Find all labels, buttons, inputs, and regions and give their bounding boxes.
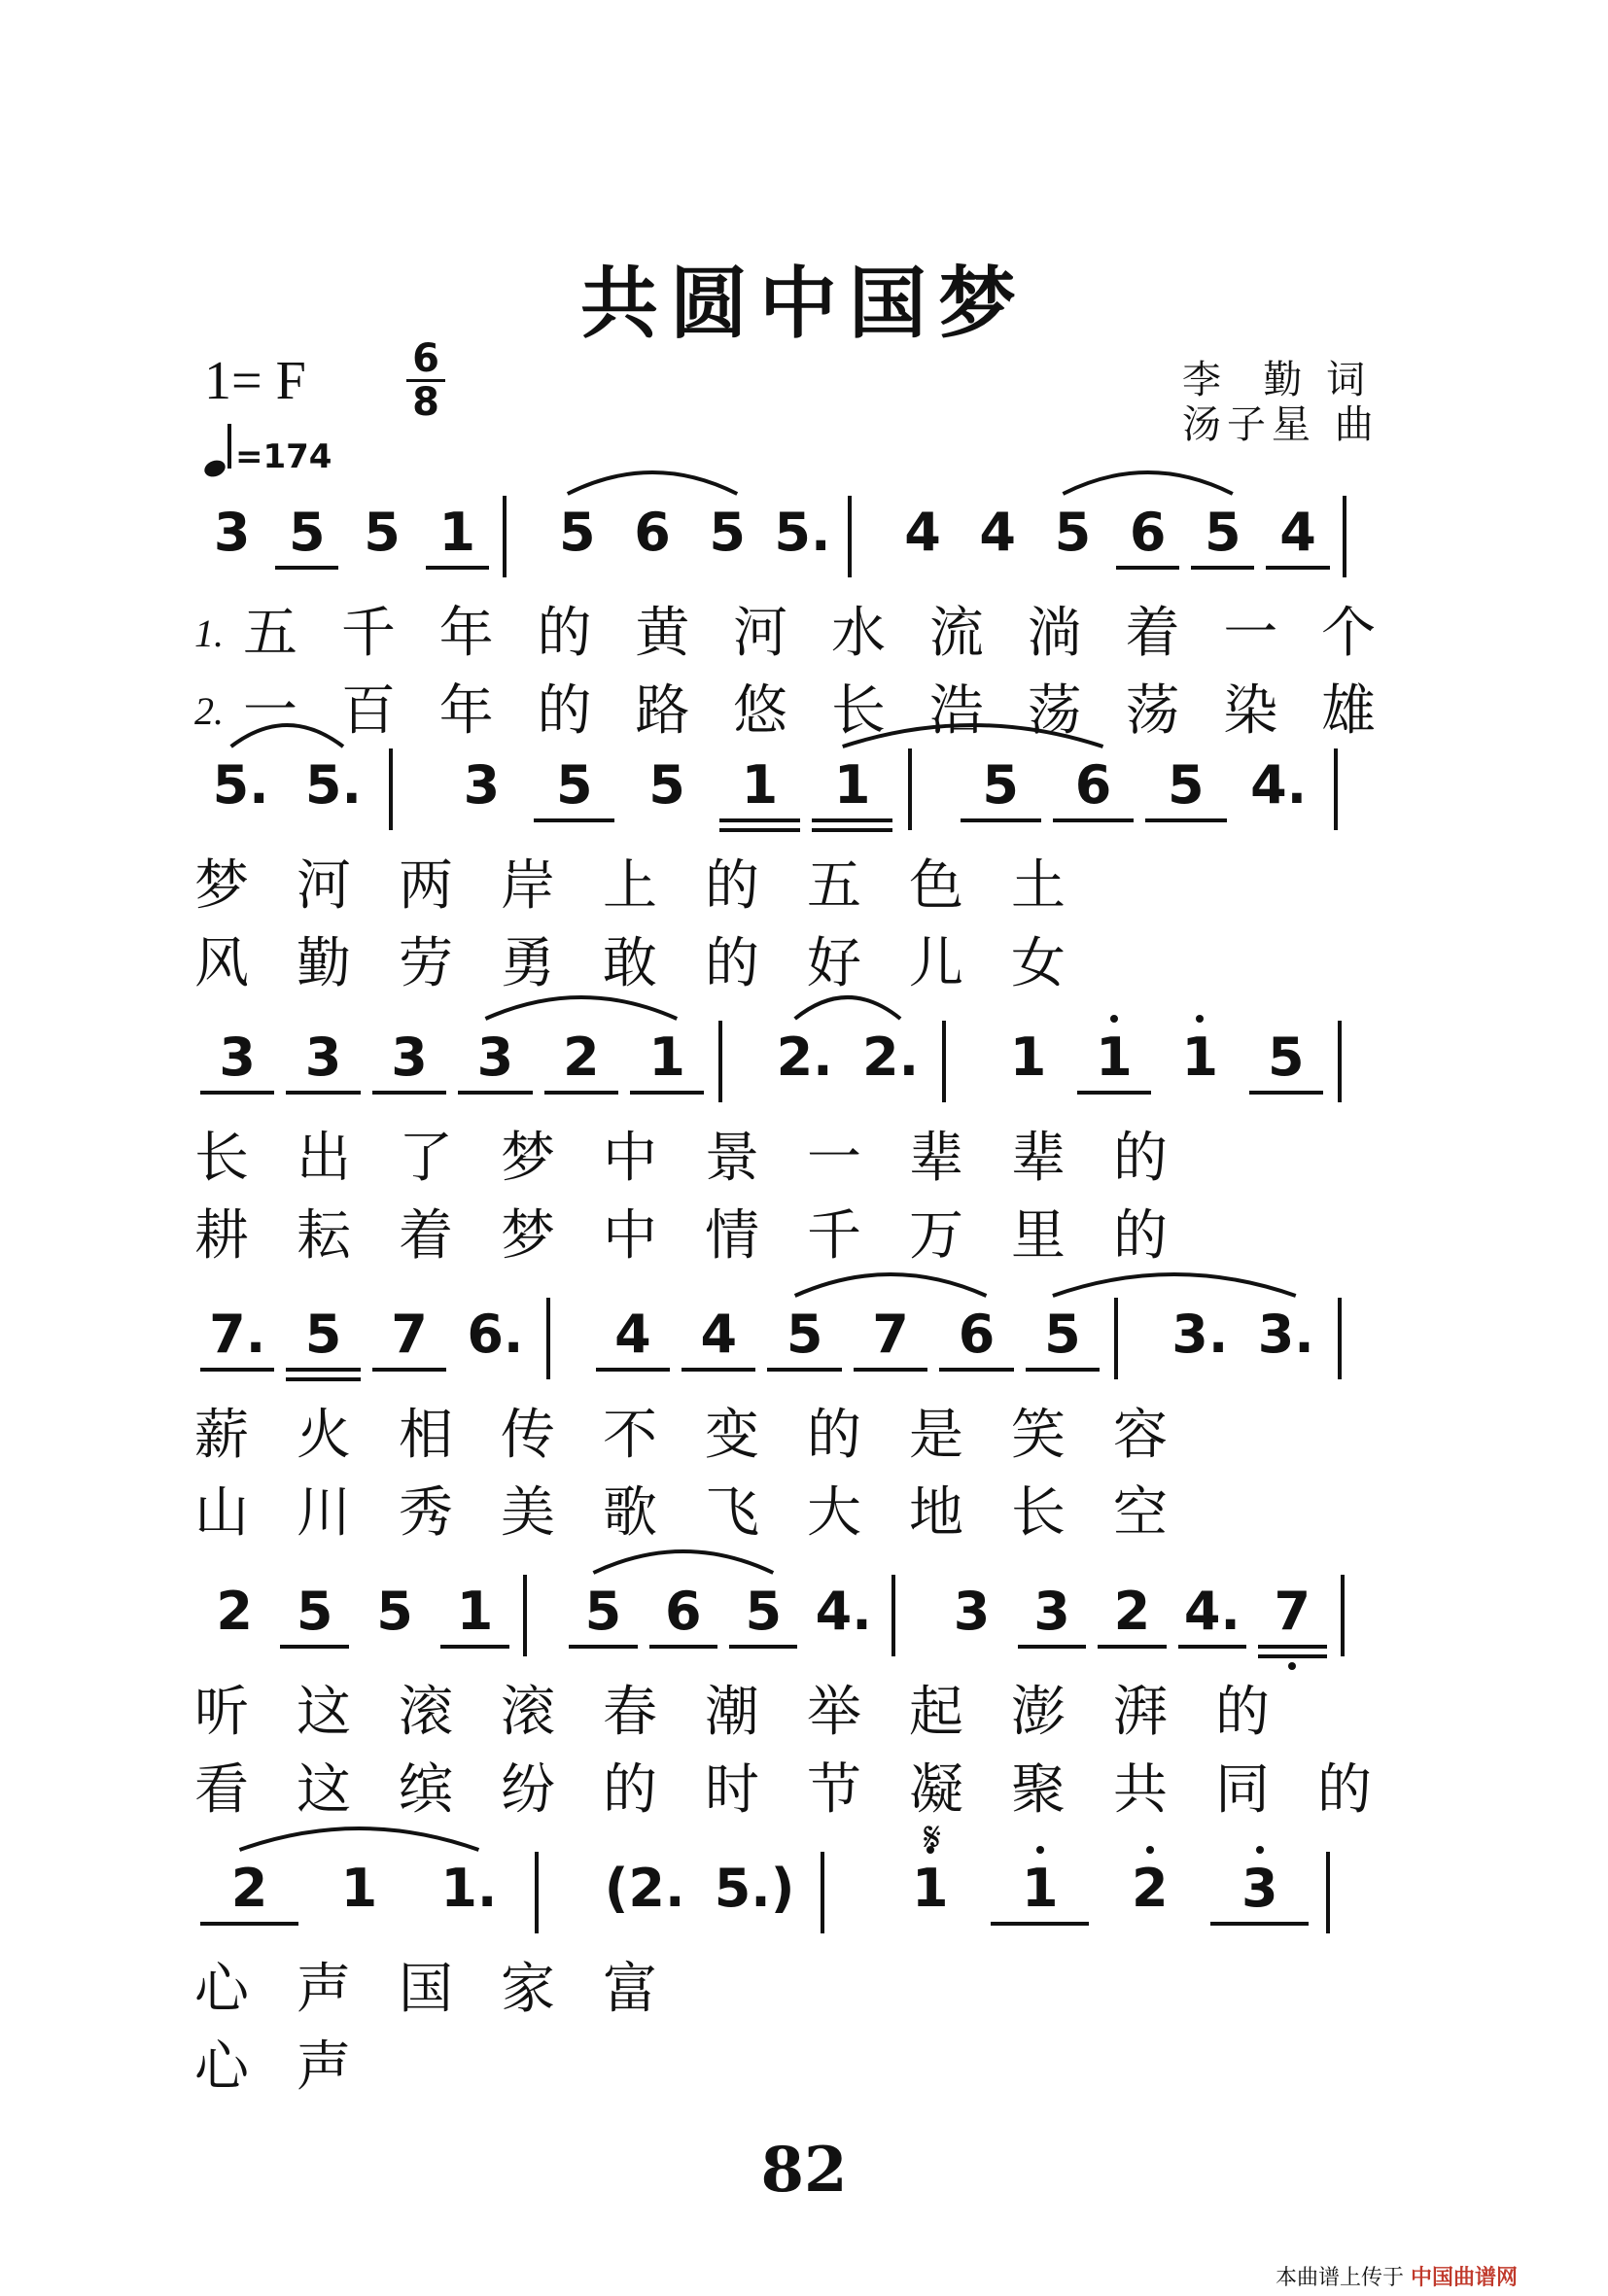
footer-credit [1276,2261,1518,2291]
note [700,1860,810,1918]
note [344,504,419,562]
note-digit: (2. [604,1858,685,1919]
segno-icon: 𝄋 [924,1813,942,1861]
notation-line [0,1575,1608,1662]
underline [1210,1922,1309,1926]
bar-line [1114,1298,1118,1379]
note [690,504,765,562]
lyric-line-verse2 [0,680,1608,748]
note [540,504,614,562]
notation-line [0,1021,1608,1108]
note [1139,756,1232,815]
lyric-text: 梦河两岸上的五色土 [194,854,1113,918]
note-digit: 4 [700,1304,738,1365]
note [528,756,620,815]
note [624,1028,710,1087]
note-digit: 4 [979,502,1016,563]
note [280,1028,366,1087]
lyric-text: 五千年的黄河水流淌着一个 [243,602,1419,665]
lyric-line-verse2 [0,933,1608,1001]
tempo-value: =174 [235,437,332,476]
note-digit: 1 [1096,1026,1133,1088]
note [1233,756,1325,815]
slur [239,1828,478,1850]
verse-number: 2. [194,689,224,733]
underline [1258,1645,1326,1649]
note-digit: 3 [391,1026,428,1088]
lyric-text: 风勤劳勇敢的好儿女 [194,932,1113,995]
note [848,1028,933,1087]
note-digit: 5.) [714,1858,795,1919]
slur [795,1274,987,1296]
underline [1026,1368,1100,1372]
note [676,1305,761,1364]
underline [280,1645,348,1649]
notation-line [0,1298,1608,1385]
notation-line [0,1852,1608,1939]
note-digit: 1 [912,1858,949,1919]
footer-prefix: 本曲谱上传于 [1276,2266,1405,2290]
underline [372,1368,446,1372]
note-digit: 5 [648,754,685,816]
note-digit: 5 [1168,754,1205,816]
underline [812,818,892,822]
note-digit: 5 [364,502,401,563]
note-digit: 3 [1241,1858,1278,1919]
time-signature [406,336,445,425]
note-digit: 5 [559,502,596,563]
bar-line [503,496,507,577]
note-digit: 1 [1181,1026,1219,1088]
note [1020,1305,1105,1364]
underline [1266,566,1329,570]
note [985,1028,1070,1087]
octave-dot-above [1196,1015,1204,1023]
note [1243,1305,1329,1364]
note [539,1028,624,1087]
underline [939,1368,1013,1372]
note-digit: 3 [476,1026,514,1088]
note-digit: 3. [1257,1304,1314,1365]
underline [1116,566,1179,570]
note-digit: 7 [1274,1581,1311,1642]
note-digit: 2 [563,1026,600,1088]
note-digit: 5 [584,1581,622,1642]
underline [200,1368,274,1372]
underline [544,1091,618,1095]
note-digit: 6 [1129,502,1167,563]
note-digit: 2 [1113,1581,1151,1642]
underline [682,1368,755,1372]
note-digit: 7 [391,1304,428,1365]
note-digit: 5. [304,754,363,816]
note [304,1860,414,1918]
octave-dot-above [1146,1846,1154,1854]
lyric-text: 心声 [194,2035,399,2099]
underline [649,1645,717,1649]
underline [440,1645,508,1649]
bar-line [535,1852,539,1933]
octave-dot-above [1110,1015,1118,1023]
note [194,1028,280,1087]
underline [200,1091,274,1095]
slur [593,1551,773,1573]
lyric-line-verse1 [0,1682,1608,1750]
note [806,756,898,815]
note [985,1860,1095,1918]
bar-line [389,748,393,830]
slur [1063,472,1232,494]
double-underline [719,828,800,832]
note-digit: 5 [745,1581,783,1642]
lyric-line-verse1 [0,603,1608,671]
underline [1191,566,1254,570]
notation-line [0,496,1608,583]
note [1185,504,1260,562]
page-title: 共圆中国梦 [580,258,1028,349]
bar-line [1341,1575,1345,1656]
note [194,1860,304,1918]
note-digit: 3 [463,754,501,816]
note [269,504,344,562]
note [452,1028,538,1087]
key-signature: 1= F [204,351,306,411]
note [420,504,495,562]
note-digit: 1 [648,1026,685,1088]
verse-number: 1. [194,611,224,655]
note [1157,1028,1242,1087]
note-digit: 4 [1279,502,1316,563]
note [1012,1583,1092,1641]
underline [534,818,614,822]
note [931,1583,1011,1641]
lyric-line-verse1 [0,1128,1608,1196]
bar-line [718,1021,722,1102]
note [1252,1583,1332,1641]
note [367,1028,452,1087]
lyric-line-verse1 [0,1959,1608,2027]
lyric-text: 看这缤纷的时节凝聚共同的 [194,1758,1419,1822]
note-digit: 3 [219,1026,256,1088]
underline [719,818,800,822]
note-digit: 5. [212,754,269,816]
note [452,1305,538,1364]
note [274,1583,354,1641]
note [761,1028,847,1087]
bar-line [523,1575,527,1656]
note-digit: 3 [213,502,251,563]
note [1092,1583,1171,1641]
note-digit: 4 [614,1304,651,1365]
note [803,1583,883,1641]
underline [991,1922,1089,1926]
underline [767,1368,841,1372]
underline [729,1645,797,1649]
note [194,1583,274,1641]
note-digit: 7. [209,1304,266,1365]
note [644,1583,723,1641]
composer-credit: 汤子星 曲 [1182,402,1380,447]
note [714,756,806,815]
bar-line [1338,1021,1342,1102]
note-digit: 5 [1044,1304,1081,1365]
note [955,756,1047,815]
underline [1077,1091,1151,1095]
note [355,1583,435,1641]
underline [854,1368,927,1372]
bar-line [942,1021,946,1102]
underline [1053,818,1134,822]
lyric-text: 听这滚滚春潮举起澎湃的 [194,1681,1317,1744]
quarter-note-icon [202,458,227,480]
bar-line [848,496,852,577]
note [414,1860,524,1918]
lyric-line-verse1 [0,1405,1608,1473]
note-digit: 5 [376,1581,413,1642]
note-digit: 1 [1009,1026,1047,1088]
slur [1053,1274,1296,1296]
note [848,1305,933,1364]
lyricist-credit: 李 勤 词 [1182,358,1372,402]
note-digit: 2. [862,1026,920,1088]
note-digit: 5 [982,754,1019,816]
double-underline [812,828,892,832]
bar-line [908,748,912,830]
bar-line [1343,496,1346,577]
note [1260,504,1335,562]
note [1047,756,1139,815]
note [590,1860,700,1918]
note-digit: 1. [440,1858,498,1919]
lyric-line-verse2 [0,2036,1608,2105]
time-top: 6 [412,336,439,381]
note [933,1305,1019,1364]
underline [286,1368,360,1372]
underline [961,818,1041,822]
underline [569,1645,637,1649]
lyric-line-verse2 [0,1205,1608,1273]
bar-line [1326,1852,1330,1933]
bar-line [546,1298,550,1379]
note-stem [227,424,231,469]
underline [1178,1645,1246,1649]
note-digit: 6. [467,1304,524,1365]
note [280,1305,366,1364]
note [614,504,689,562]
note [961,504,1035,562]
lyric-text: 耕耘着梦中情千万里的 [194,1204,1215,1268]
note-digit: 5 [289,502,326,563]
octave-dot-above [1036,1846,1044,1854]
note-digit: 3 [304,1026,342,1088]
note [435,1583,514,1641]
site-brand: 中国曲谱网 [1411,2266,1519,2290]
note-digit: 1 [833,754,871,816]
tempo-marking [204,424,332,476]
note-digit: 5 [786,1304,823,1365]
note [1157,1305,1242,1364]
note-digit: 2 [1131,1858,1169,1919]
note [367,1305,452,1364]
note-digit: 4. [1183,1581,1241,1642]
slur [568,472,737,494]
note [875,1860,985,1918]
note-digit: 5 [709,502,746,563]
note-digit: 1 [741,754,779,816]
octave-dot-above [1256,1846,1264,1854]
note [1110,504,1185,562]
note [194,756,287,815]
underline [1018,1645,1086,1649]
note [1205,1860,1314,1918]
note [194,1305,280,1364]
note-digit: 5 [1267,1026,1305,1088]
underline [630,1091,704,1095]
note [1035,504,1110,562]
note-digit: 5 [555,754,593,816]
note-digit: 6 [1074,754,1112,816]
time-bottom: 8 [412,380,439,425]
underline [286,1091,360,1095]
note [436,756,528,815]
note-digit: 2 [230,1858,268,1919]
note-digit: 3. [1171,1304,1229,1365]
note-digit: 7 [872,1304,909,1365]
note [1172,1583,1252,1641]
underline [1098,1645,1166,1649]
credits [1182,358,1380,447]
bar-line [891,1575,895,1656]
note [761,1305,847,1364]
underline [372,1091,446,1095]
notation-line [0,748,1608,836]
note-digit: 3 [1033,1581,1070,1642]
note [723,1583,803,1641]
underline [275,566,338,570]
underline [458,1091,532,1095]
page-number: 82 [760,2134,848,2207]
octave-dot-below [1288,1662,1296,1670]
lyric-text: 山川秀美歌飞大地长空 [194,1481,1215,1545]
note-digit: 1 [1022,1858,1059,1919]
double-underline [286,1377,360,1381]
note-digit: 5 [1205,502,1241,563]
lyric-line-verse2 [0,1759,1608,1827]
note [590,1305,676,1364]
note [1071,1028,1157,1087]
lyric-text: 心声国家富 [194,1958,705,2021]
bar-line [1338,1298,1342,1379]
lyric-line-verse1 [0,855,1608,923]
note [287,756,379,815]
lyric-line-verse2 [0,1482,1608,1550]
lyric-text: 薪火相传不变的是笑容 [194,1404,1215,1467]
underline [1145,818,1226,822]
note-digit: 3 [953,1581,991,1642]
lyric-text: 长出了梦中景一辈辈的 [194,1127,1215,1190]
note [194,504,269,562]
underline [426,566,489,570]
note [885,504,960,562]
underline [596,1368,670,1372]
bar-line [821,1852,824,1933]
note [620,756,713,815]
note [563,1583,643,1641]
note-digit: 4. [815,1581,872,1642]
note-digit: 1 [456,1581,494,1642]
note-digit: 5 [296,1581,333,1642]
note-digit: 1 [438,502,476,563]
note-digit: 4 [904,502,941,563]
note-digit: 6 [958,1304,996,1365]
note [1095,1860,1205,1918]
note-digit: 5 [1054,502,1092,563]
note-digit: 2 [216,1581,253,1642]
underline [1249,1091,1323,1095]
note-digit: 4. [1250,754,1308,816]
underline [200,1922,298,1926]
note [1243,1028,1329,1087]
note [765,504,840,562]
double-underline [1258,1654,1326,1658]
note-digit: 5 [304,1304,342,1365]
note-digit: 6 [634,502,671,563]
bar-line [1334,748,1338,830]
note-digit: 1 [340,1858,378,1919]
note-digit: 2. [776,1026,833,1088]
lyric-text: 一百年的路悠长浩荡荡染雄 [243,679,1419,743]
note-digit: 5. [774,502,831,563]
note-digit: 6 [665,1581,702,1642]
